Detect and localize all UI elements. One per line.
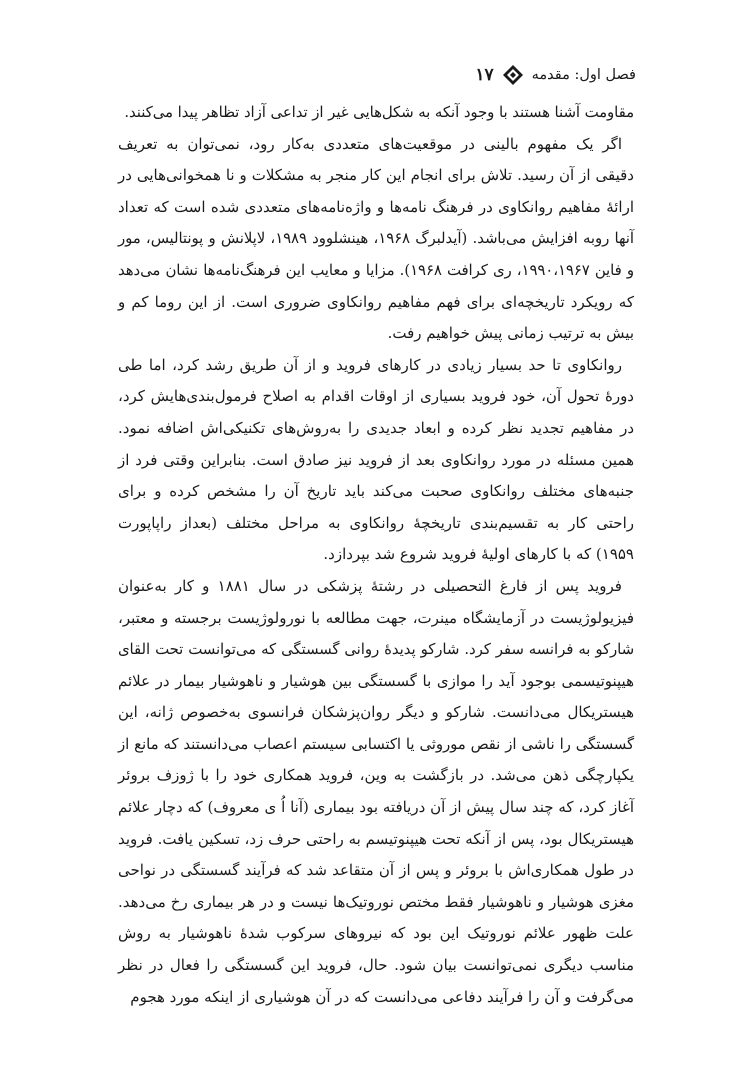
text-line: فیزیولوژیست در آزمایشگاه مینرت، جهت مطالعه با نورولوژیست برجسته و معتبر، <box>118 608 634 627</box>
text-line: هیستریکال بود، پس از آنکه تحت هیپنوتیسم به راحتی حرف زد، تسکین یافت. فروید <box>118 829 634 848</box>
text-line: همین مسئله در مورد روانکاوی بعد از فروید نیز صادق است. بنابراین وقتی فرد از <box>118 450 634 469</box>
text-line: گسستگی را ناشی از نقص موروثی یا اکتسابی سیستم اعصاب می‌دانستند که مانع از <box>118 735 634 753</box>
text-line: فروید پس از فارغ التحصیلی در رشتهٔ پزشکی در سال ۱۸۸۱ و کار به‌عنوان <box>118 576 622 595</box>
text-line: جنبه‌های مختلف روانکاوی صحبت می‌کند باید تاریخ آن را مشخص کرده و برای <box>118 482 634 501</box>
text-line: بیش به ترتیب زمانی پیش خواهیم رفت. <box>387 324 634 343</box>
text-line: شارکو به فرانسه سفر کرد. شارکو پدیدهٔ روانی گسستگی که می‌توانست تحت القای <box>118 641 634 659</box>
page-number: ۱۷ <box>475 65 494 85</box>
body-text <box>118 97 634 1013</box>
text-line: هیستریکال می‌دانست. شارکو و دیگر روان‌پزشکان فرانسوی به‌خصوص ژانه، این <box>118 703 634 722</box>
running-header <box>118 60 636 90</box>
text-line: ارائهٔ مفاهیم روانکاوی در فرهنگ نامه‌ها و واژه‌نامه‌های متعددی شده است که تعداد <box>118 197 634 216</box>
chapter-title: فصل اول: مقدمه <box>531 67 636 83</box>
text-line: دقیقی از آن رسید. تلاش برای انجام این کار منجر به مشکلات و نا همخوانی‌هایی در <box>118 166 634 185</box>
text-line: راحتی کار به تقسیم‌بندی تاریخچهٔ روانکاوی به مراحل مختلف (بعداز راپاپورت <box>118 513 634 532</box>
text-line: آغاز کرد، که چند سال پیش از آن دریافته بود بیماری (آنا اُ ی معروف) که دچار علائم <box>118 798 634 817</box>
text-line: در مفاهیم تجدید نظر کرده و ابعاد جدیدی را به‌روش‌های تکنیکی‌اش اضافه نمود. <box>118 418 634 437</box>
diamond-ornament-icon <box>502 64 524 86</box>
text-line: در طول همکاری‌اش با بروئر و پس از آن متقاعد شد که فرآیند گسستگی در نواحی <box>118 861 634 880</box>
text-line: آنها روبه افزایش می‌باشد. (آیدلبرگ ۱۹۶۸، هینشلوود ۱۹۸۹، لاپلانش و پونتالیس، مور <box>118 230 635 248</box>
text-line: مقاومت آشنا هستند با وجود آنکه به شکل‌هایی غیر از تداعی آزاد تظاهر پیدا می‌کنند. <box>124 104 634 121</box>
text-line: مغزی هوشیار و ناهوشیار فقط مختص نوروتیک‌ها نیست و در هر بیماری رخ می‌دهد. <box>118 892 634 911</box>
text-line: اگر یک مفهوم بالینی در موقعیت‌های متعددی به‌کار رود، نمی‌توان به تعریف <box>118 134 622 153</box>
text-line: مناسب دیگری نمی‌توانست بیان شود. حال، فروید این گسستگی را فعال در نظر <box>118 956 634 975</box>
text-line: دورهٔ تحول آن، خود فروید بسیاری از اوقات اقدام به اصلاح فرمول‌بندی‌هایش کرد، <box>118 387 634 406</box>
text-line: یکپارچگی ذهن می‌شد. در بازگشت به وین، فروید همکاری خود را با ژوزف بروئر <box>118 766 634 785</box>
text-line: علت ظهور علائم نوروتیک این بود که نیروهای سرکوب شدهٔ ناهوشیار به روش <box>118 924 634 943</box>
text-line: و فاین ۱۹۹۰،۱۹۶۷، ری کرافت ۱۹۶۸). مزایا و معایب این فرهنگ‌نامه‌ها نشان می‌دهد <box>118 261 634 279</box>
text-line: ۱۹۵۹) که با کارهای اولیهٔ فروید شروع شد بپردازد. <box>323 545 634 564</box>
text-line: که رویکرد تاریخچه‌ای برای فهم مفاهیم روانکاوی ضروری است. از این روما کم و <box>118 292 634 311</box>
text-line: هیپنوتیسمی بوجود آید را موازی با گسستگی بین هوشیار و ناهوشیار بیمار در علائم <box>118 671 634 690</box>
text-line: می‌گرفت و آن را فرآیند دفاعی می‌دانست که در آن هوشیاری از اینکه مورد هجوم <box>130 987 634 1006</box>
text-line: روانکاوی تا حد بسیار زیادی در کارهای فروید و از آن طریق رشد کرد، اما طی <box>118 355 622 374</box>
